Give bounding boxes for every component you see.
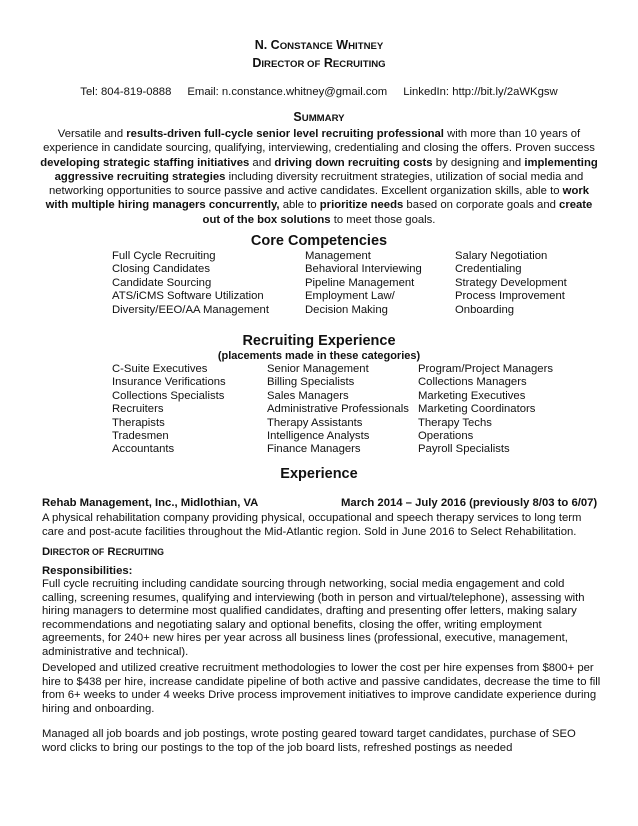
recruiting-column-1 xyxy=(112,363,226,457)
list-item: Therapy Techs xyxy=(418,416,492,429)
list-item: Marketing Executives xyxy=(418,389,526,402)
list-item: Sales Managers xyxy=(267,389,349,402)
list-item: Finance Managers xyxy=(267,443,361,456)
list-item: Program/Project Managers xyxy=(418,363,553,375)
list-item: Administrative Professionals xyxy=(267,403,409,416)
list-item: Therapists xyxy=(112,416,165,429)
list-item: Strategy Development xyxy=(455,276,567,289)
candidate-title: DIRECTOR OF RECRUITING xyxy=(252,56,386,70)
recruiting-experience-subheading: (placements made in these categories) xyxy=(217,350,421,362)
list-item: Full Cycle Recruiting xyxy=(112,250,216,262)
list-item: Decision Making xyxy=(305,303,388,316)
list-item: Marketing Coordinators xyxy=(418,403,536,416)
list-item: Behavioral Interviewing xyxy=(305,263,422,276)
list-item: Salary Negotiation xyxy=(455,250,548,262)
list-item: Candidate Sourcing xyxy=(112,276,212,289)
core-competencies-heading: Core Competencies xyxy=(250,233,388,249)
recruiting-experience-heading: Recruiting Experience xyxy=(242,333,396,349)
job-boards-paragraph: Managed all job boards and job postings, wrote posting geared toward target candidates, purchase of SEO word clicks to bring our postings to the top of the job board lists, refreshed postings as needed xyxy=(42,728,576,754)
list-item: Management xyxy=(305,250,371,262)
list-item: Collections Managers xyxy=(418,376,527,389)
responsibilities-text: Full cycle recruiting including candidate sourcing through networking, social media engagement and cold calling, screening resumes, qualifying and interviewing (both in person and virtual/telephone), assessing with hiring managers to determine most qualified candidates, drafting and presenting offer letters, making salary recommendations and negotiating salary and optional benefits, closing the offer, writing employment agreements, for 240+ new hires per year across all business lines (professional, executive, management, administrative and technical). xyxy=(42,578,585,658)
list-item: Billing Specialists xyxy=(267,376,355,389)
job-role: DIRECTOR OF RECRUITING xyxy=(42,546,164,558)
phone-number: Tel: 804-819-0888 xyxy=(80,86,172,98)
company-description: A physical rehabilitation company providing physical, occupational and speech therapy services to long term care and post-acute facilities throughout the Mid-Atlantic region. Sold in June 2016 to Select Rehabilitation. xyxy=(42,512,582,538)
recruiting-column-2 xyxy=(267,363,409,457)
competencies-column-1 xyxy=(112,250,269,317)
list-item: Onboarding xyxy=(455,303,515,316)
experience-heading: Experience xyxy=(280,466,358,482)
list-item: Collections Specialists xyxy=(112,389,225,402)
list-item: Senior Management xyxy=(267,363,369,375)
responsibilities-heading: Responsibilities: xyxy=(42,565,133,577)
summary-heading: SUMMARY xyxy=(293,110,345,124)
email-address: Email: n.constance.whitney@gmail.com xyxy=(187,86,388,98)
list-item: Recruiters xyxy=(112,403,164,416)
list-item: Operations xyxy=(418,430,474,443)
list-item: Tradesmen xyxy=(112,430,169,443)
list-item: Therapy Assistants xyxy=(267,416,363,429)
list-item: Diversity/EEO/AA Management xyxy=(112,303,269,316)
contact-line xyxy=(0,86,638,98)
company-name: Rehab Management, Inc., Midlothian, VA xyxy=(42,497,259,509)
achievements-paragraph: Developed and utilized creative recruitment methodologies to lower the cost per hire expenses from $800+ per hire to $438 per hire, increase candidate pipeline of both active and passive candidates, decrease the time to fill from 6+ weeks to under 4 weeks Drive process improvement initiatives to improve candidate experience during hiring and onboarding. xyxy=(42,662,601,715)
competencies-column-2 xyxy=(305,250,422,317)
competencies-column-3 xyxy=(455,250,567,317)
list-item: ATS/iCMS Software Utilization xyxy=(112,290,264,303)
candidate-name: N. CONSTANCE WHITNEY xyxy=(254,38,384,52)
list-item: Credentialing xyxy=(455,263,522,276)
list-item: Closing Candidates xyxy=(112,263,210,276)
recruiting-column-3 xyxy=(418,363,553,457)
linkedin-link[interactable]: LinkedIn: http://bit.ly/2aWKgsw xyxy=(403,86,558,98)
list-item: Payroll Specialists xyxy=(418,443,510,456)
list-item: Insurance Verifications xyxy=(112,376,226,389)
list-item: Pipeline Management xyxy=(305,276,415,289)
summary-text: Versatile and results-driven full-cycle senior level recruiting professional with more than 10 years of experience in candidate sourcing, qualifying, interviewing, credentialing and closing the offers. Proven success developing strategic staffing initiatives and driving down recruiting costs by designing and implementing aggressive recruiting strategies including diversity recruitment strategies, utilization of social media and networking opportunities to source passive and active candidates. Excellent organization skills, able to work with multiple hiring managers concurrently, able to prioritize needs based on corporate goals and create out of the box solutions to meet those goals. xyxy=(40,128,598,226)
list-item: Accountants xyxy=(112,443,175,456)
list-item: Employment Law/ xyxy=(305,290,395,303)
list-item: Intelligence Analysts xyxy=(267,430,370,443)
job-header xyxy=(42,497,602,509)
employment-dates: March 2014 – July 2016 (previously 8/03 to 6/07) xyxy=(341,497,598,509)
list-item: Process Improvement xyxy=(455,290,565,303)
list-item: C-Suite Executives xyxy=(112,363,208,375)
